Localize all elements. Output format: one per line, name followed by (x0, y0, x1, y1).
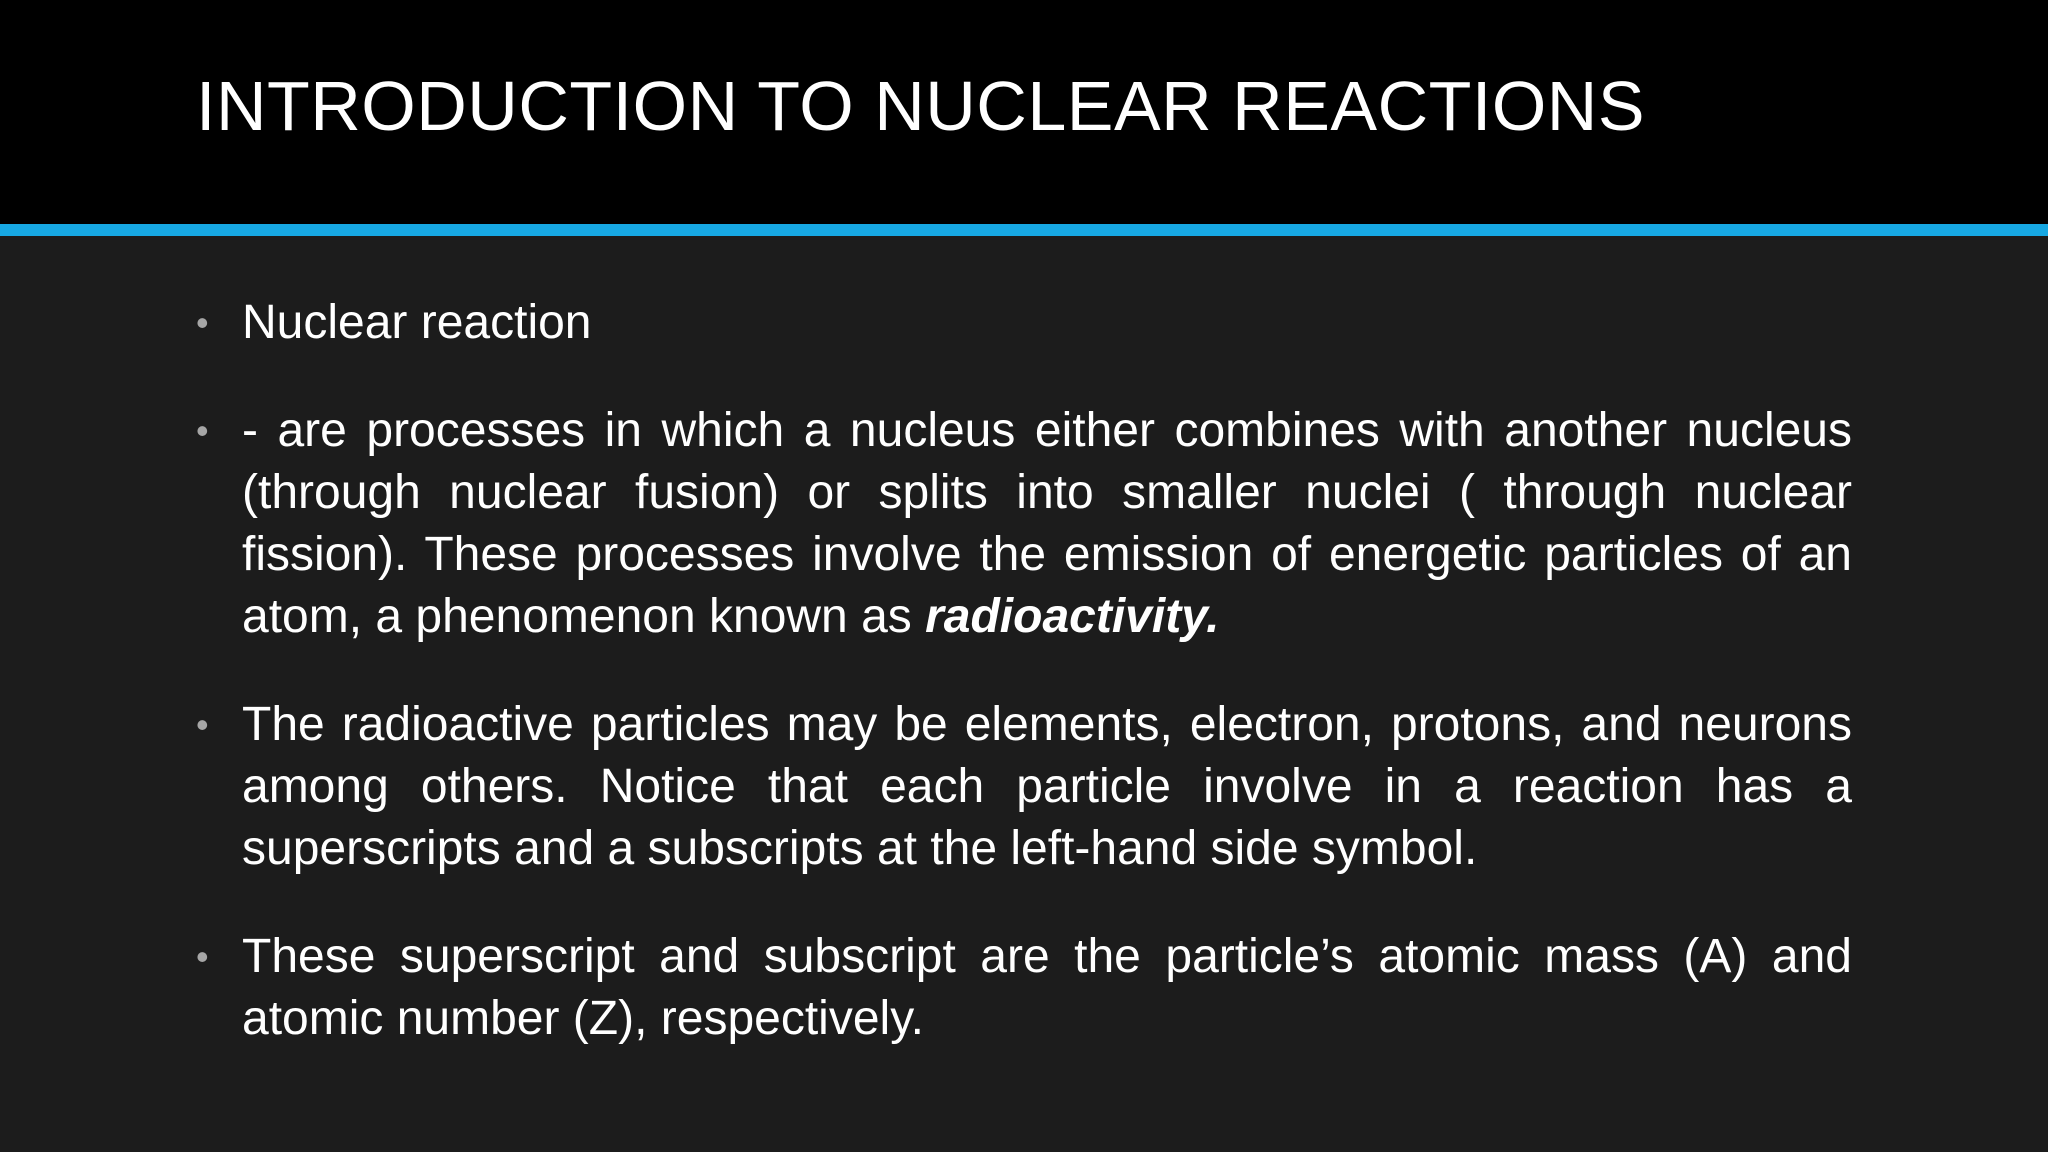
bullet-item (196, 694, 1852, 880)
slide-content (196, 292, 1852, 1096)
slide-header (0, 0, 2048, 224)
bullet-text: - are processes in which a nucleus either combines with another nucleus (through nuclear fusion) or splits into smaller nuclei ( through nuclear fission). These processes involve the emission of energetic particles of an atom, a phenomenon known as (242, 404, 1852, 643)
bullet-text: These superscript and subscript are the particle’s atomic mass (A) and atomic number (Z), respectively. (242, 930, 1852, 1045)
bullet-dot-icon: • (196, 936, 209, 977)
bullet-dot-icon: • (196, 704, 209, 745)
bullet-text: Nuclear reaction (242, 296, 592, 349)
bullet-dot-icon: • (196, 410, 209, 451)
emphasis-term: radioactivity. (925, 590, 1220, 643)
accent-bar (0, 224, 2048, 236)
bullet-text: The radioactive particles may be elements, electron, protons, and neurons among others. Notice that each particle involve in a reaction has a superscripts and a subscripts at the left-hand side symbol. (242, 698, 1852, 875)
bullet-item (196, 400, 1852, 648)
slide-title: INTRODUCTION TO NUCLEAR REACTIONS (196, 67, 1646, 145)
bullet-item (196, 926, 1852, 1050)
bullet-dot-icon: • (196, 302, 209, 343)
bullet-item (196, 292, 1852, 354)
